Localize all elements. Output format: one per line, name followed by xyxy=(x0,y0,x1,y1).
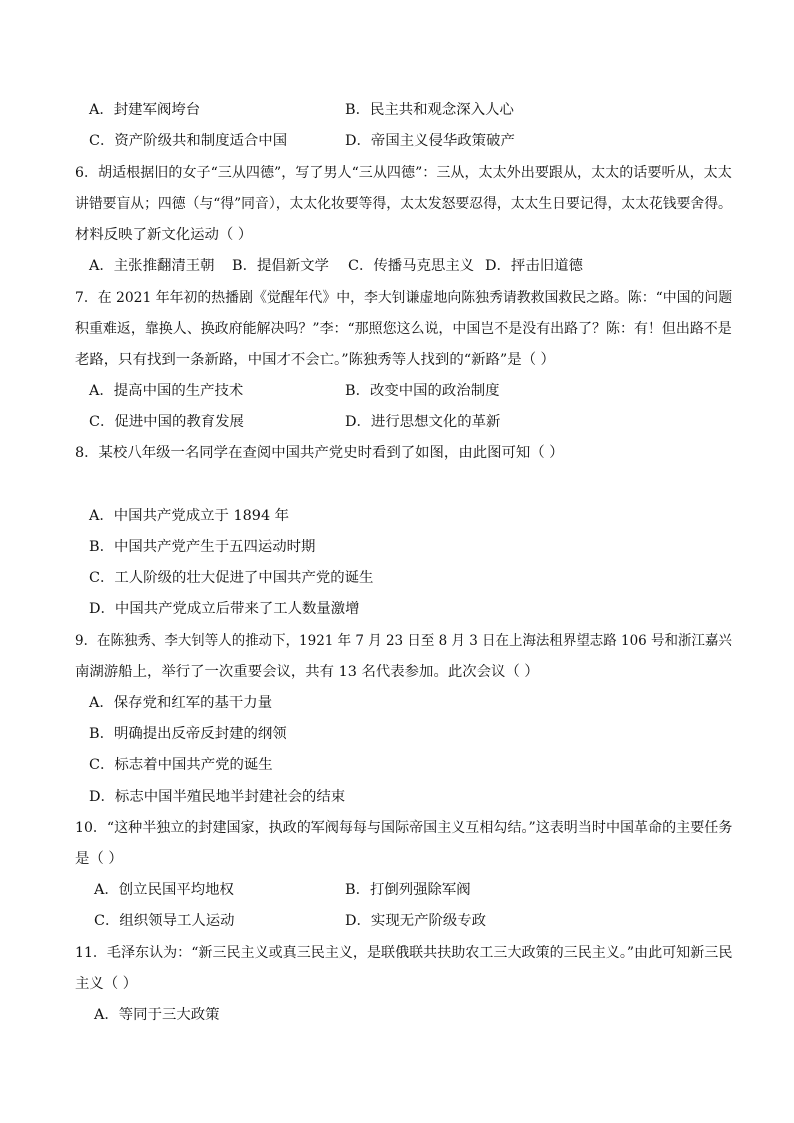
q9-option-b: B．明确提出反帝反封建的纲领 xyxy=(89,726,287,742)
q10-option-a: A．创立民国平均地权 xyxy=(94,882,234,898)
q9-option-c: C．标志着中国共产党的诞生 xyxy=(89,757,273,773)
q8-option-a: A．中国共产党成立于 1894 年 xyxy=(89,508,290,524)
q6-option-b: B．提倡新文学 xyxy=(232,258,329,274)
q7-stem-line-1: 7．在 2021 年年初的热播剧《觉醒年代》中，李大钊谦虚地向陈独秀请教救国救民之路。陈：“中国的问题 xyxy=(75,290,733,306)
q6-option-a: A．主张推翻清王朝 xyxy=(89,258,215,274)
q11-option-a: A．等同于三大政策 xyxy=(94,1007,220,1023)
q8-option-b: B．中国共产党产生于五四运动时期 xyxy=(89,539,316,555)
q8-option-c: C．工人阶级的壮大促进了中国共产党的诞生 xyxy=(89,570,374,586)
q5-option-d: D．帝国主义侵华政策破产 xyxy=(345,133,515,149)
q10-option-b: B．打倒列强除军阀 xyxy=(345,882,471,898)
q10-option-d: D．实现无产阶级专政 xyxy=(345,913,487,929)
q8-stem-line-1: 8．某校八年级一名同学在查阅中国共产党史时看到了如图，由此图可知（ ） xyxy=(75,445,564,461)
q6-stem-line-2: 讲错要盲从；四德（与“得”同音），太太化妆要等得，太太发怒要忍得，太太生日要记得，太太花钱要舍得。 xyxy=(75,196,732,212)
q9-stem-line-1: 9．在陈独秀、李大钊等人的推动下，1921 年 7 月 23 日至 8 月 3 日在上海法租界望志路 106 号和浙江嘉兴 xyxy=(75,633,732,649)
q5-option-c: C．资产阶级共和制度适合中国 xyxy=(89,133,288,149)
q8-option-d: D．中国共产党成立后带来了工人数量激增 xyxy=(89,601,360,617)
q9-option-d: D．标志中国半殖民地半封建社会的结束 xyxy=(89,789,346,805)
q10-stem-line-1: 10．“这种半独立的封建国家，执政的军阀每每与国际帝国主义互相勾结。”这表明当时中国革命的主要任务 xyxy=(75,820,733,836)
q9-option-a: A．保存党和红军的基干力量 xyxy=(89,695,273,711)
q7-stem-line-2: 积重难返，靠换人、换政府能解决吗？”李：“那照您这么说，中国岂不是没有出路了？陈：有！但出路不是 xyxy=(75,321,732,337)
q5-option-b: B．民主共和观念深入人心 xyxy=(345,102,514,118)
q6-option-c: C．传播马克思主义 xyxy=(348,258,475,274)
q9-stem-line-2: 南湖游船上，举行了一次重要会议，共有 13 名代表参加。此次会议（ ） xyxy=(75,664,539,680)
q11-stem-line-1: 11．毛泽东认为：“新三民主义或真三民主义，是联俄联共扶助农工三大政策的三民主义。”由此可知新三民 xyxy=(75,945,733,961)
q5-option-a: A．封建军阀垮台 xyxy=(89,102,201,118)
q7-option-b: B．改变中国的政治制度 xyxy=(345,383,500,399)
q11-stem-line-2: 主义（ ） xyxy=(75,976,138,992)
q6-option-d: D．抨击旧道德 xyxy=(485,258,583,274)
q10-stem-line-2: 是（ ） xyxy=(75,851,123,867)
q7-stem-line-3: 老路，只有找到一条新路，中国才不会亡。”陈独秀等人找到的“新路”是（ ） xyxy=(75,352,555,368)
q6-stem-line-3: 材料反映了新文化运动（ ） xyxy=(75,227,253,243)
q7-option-a: A．提高中国的生产技术 xyxy=(89,383,244,399)
q6-stem-line-1: 6．胡适根据旧的女子“三从四德”，写了男人“三从四德”：三从，太太外出要跟从，太太的话要听从，太太 xyxy=(75,165,732,181)
q10-option-c: C．组织领导工人运动 xyxy=(94,913,235,929)
q7-option-c: C．促进中国的教育发展 xyxy=(89,414,244,430)
q7-option-d: D．进行思想文化的革新 xyxy=(345,414,501,430)
